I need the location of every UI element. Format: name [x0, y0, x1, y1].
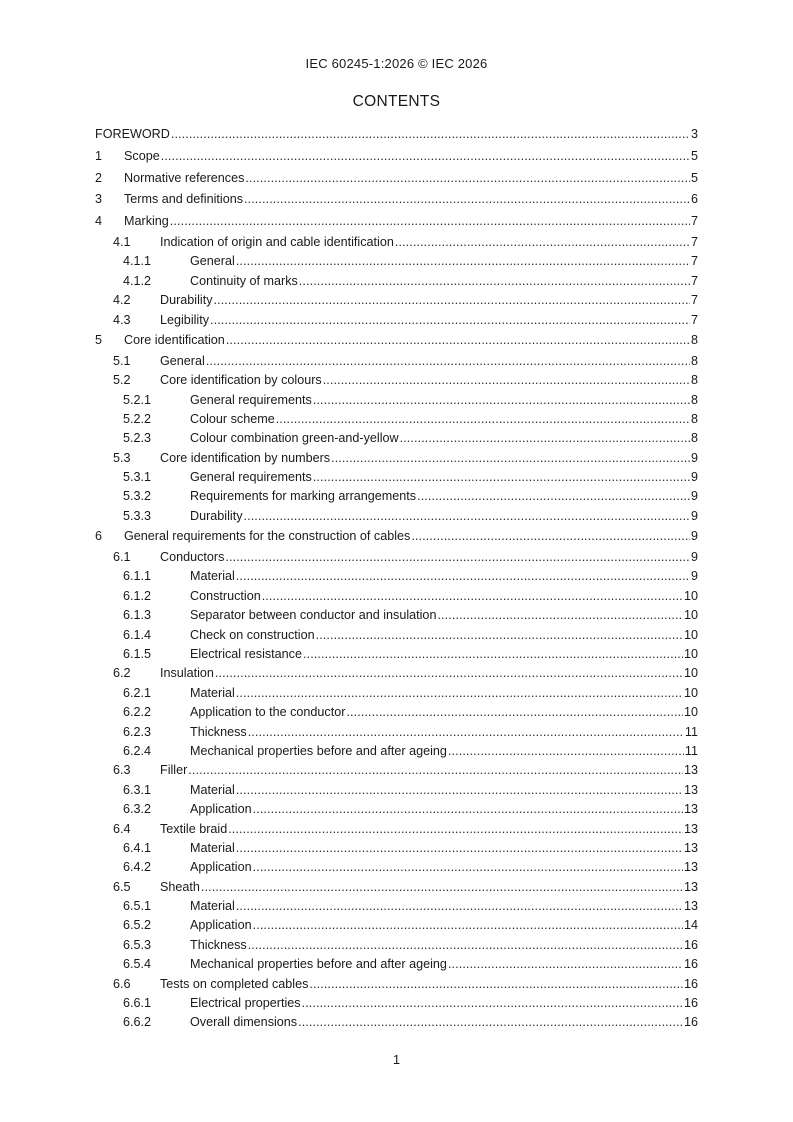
toc-entry-number: 6.2.2 — [123, 705, 152, 720]
toc-dot-leader — [323, 371, 690, 390]
toc-dot-leader — [411, 526, 690, 548]
toc-entry-number: 6.2.1 — [123, 685, 152, 700]
toc-entry-number: 6.4.1 — [123, 840, 152, 855]
toc-dot-leader — [188, 761, 683, 780]
toc-entry-page: 10 — [683, 647, 698, 661]
toc-dot-leader — [236, 781, 683, 800]
toc-entry-title: General — [190, 254, 235, 269]
toc-dot-leader — [316, 626, 683, 645]
toc-entry-title: General requirements — [190, 392, 312, 407]
toc-entry-title: Tests on completed cables — [160, 976, 309, 991]
toc-entry-title: Insulation — [160, 666, 214, 681]
toc-entry[interactable] — [95, 168, 698, 190]
toc-entry-number: 5.2 — [113, 373, 131, 388]
toc-entry[interactable] — [95, 916, 698, 935]
toc-entry[interactable] — [95, 410, 698, 429]
toc-dot-leader — [298, 1013, 683, 1032]
toc-entry-number: 5 — [95, 332, 103, 347]
toc-entry[interactable] — [95, 291, 698, 310]
toc-entry-title: Separator between conductor and insulation — [190, 608, 437, 623]
toc-entry[interactable] — [95, 645, 698, 664]
toc-entry-page: 13 — [683, 782, 698, 797]
toc-entry-title: Sheath — [160, 879, 200, 894]
toc-entry-number: 6.3.2 — [123, 802, 152, 817]
toc-entry[interactable] — [95, 449, 698, 468]
toc-entry-page: 9 — [690, 508, 698, 523]
toc-entry-number: 4.1 — [113, 234, 131, 249]
toc-entry-page: 16 — [683, 937, 698, 952]
toc-entry-number: 6.5.2 — [123, 918, 152, 933]
toc-entry[interactable] — [95, 233, 698, 252]
toc-entry[interactable] — [95, 391, 698, 410]
toc-entry[interactable] — [95, 330, 698, 352]
toc-entry[interactable] — [95, 548, 698, 567]
toc-entry-number: 6.6.1 — [123, 996, 152, 1011]
toc-dot-leader — [214, 291, 690, 310]
toc-entry-number: 6.4 — [113, 821, 131, 836]
toc-dot-leader — [417, 487, 690, 506]
toc-entry-page: 3 — [690, 127, 698, 141]
toc-entry[interactable] — [95, 975, 698, 994]
toc-dot-leader — [248, 723, 684, 742]
toc-entry[interactable] — [95, 684, 698, 703]
toc-entry-page: 7 — [690, 234, 698, 249]
toc-entry-page: 6 — [690, 192, 698, 207]
toc-dot-leader — [210, 311, 690, 330]
toc-dot-leader — [170, 211, 690, 233]
toc-dot-leader — [201, 878, 683, 897]
toc-entry-page: 13 — [683, 802, 698, 817]
toc-entry-number: 6.3 — [113, 763, 131, 778]
toc-entry-page: 7 — [690, 254, 698, 269]
toc-dot-leader — [244, 507, 690, 526]
toc-entry-number: 4.1.1 — [123, 254, 152, 269]
toc-entry-number: 4.2 — [113, 293, 131, 308]
toc-entry[interactable] — [95, 272, 698, 291]
toc-entry-page: 14 — [683, 918, 698, 933]
toc-dot-leader — [395, 233, 690, 252]
toc-entry-title: Material — [190, 899, 235, 914]
toc-entry-page: 9 — [690, 550, 698, 565]
toc-dot-leader — [206, 352, 690, 371]
toc-dot-leader — [248, 936, 683, 955]
toc-entry[interactable] — [95, 761, 698, 780]
toc-dot-leader — [253, 800, 683, 819]
toc-entry[interactable] — [95, 664, 698, 683]
toc-entry-number: 6 — [95, 529, 103, 544]
toc-entry-title: Mechanical properties before and after ageing — [190, 743, 447, 758]
toc-entry-title: Core identification by colours — [160, 373, 322, 388]
toc-dot-leader — [236, 897, 683, 916]
toc-entry-page: 13 — [683, 840, 698, 855]
toc-dot-leader — [236, 839, 683, 858]
toc-dot-leader — [313, 391, 690, 410]
toc-dot-leader — [236, 252, 690, 271]
toc-entry-page: 7 — [690, 273, 698, 288]
toc-entry-page: 8 — [690, 332, 698, 347]
toc-entry-number: 3 — [95, 192, 103, 207]
toc-entry[interactable] — [95, 820, 698, 839]
toc-entry[interactable] — [95, 429, 698, 448]
toc-entry-page: 13 — [683, 899, 698, 914]
toc-entry-number: 6.1.5 — [123, 647, 152, 661]
toc-entry-title: Conductors — [160, 550, 225, 565]
toc-entry[interactable] — [95, 723, 698, 742]
toc-entry[interactable] — [95, 878, 698, 897]
toc-entry-page: 13 — [683, 860, 698, 875]
toc-entry-title: Core identification by numbers — [160, 450, 331, 465]
toc-dot-leader — [299, 272, 690, 291]
toc-dot-leader — [276, 410, 690, 429]
toc-entry[interactable] — [95, 626, 698, 645]
toc-entry-number: 6.5.1 — [123, 899, 152, 914]
toc-entry-title: Mechanical properties before and after ageing — [190, 957, 447, 972]
toc-entry[interactable] — [95, 800, 698, 819]
toc-entry-title: Material — [190, 685, 235, 700]
toc-entry-page: 10 — [683, 666, 698, 681]
toc-entry[interactable] — [95, 252, 698, 271]
toc-entry[interactable] — [95, 352, 698, 371]
table-of-contents — [95, 124, 698, 1033]
toc-entry-title: Durability — [190, 508, 243, 523]
toc-entry[interactable] — [95, 487, 698, 506]
toc-entry[interactable] — [95, 146, 698, 168]
toc-entry-page: 8 — [690, 353, 698, 368]
toc-dot-leader — [448, 955, 683, 974]
toc-dot-leader — [171, 124, 690, 146]
toc-entry-number: 5.3.3 — [123, 508, 152, 523]
toc-entry-number: 5.2.3 — [123, 431, 152, 446]
toc-entry-number: 6.1.3 — [123, 608, 152, 623]
toc-entry-title: Requirements for marking arrangements — [190, 489, 417, 504]
toc-dot-leader — [228, 820, 683, 839]
toc-entry[interactable] — [95, 189, 698, 211]
page-number: 1 — [392, 1052, 401, 1067]
toc-dot-leader — [448, 742, 684, 761]
toc-entry-number: 6.6.2 — [123, 1015, 152, 1030]
toc-entry-title: Application — [190, 918, 252, 933]
toc-entry[interactable] — [95, 858, 698, 877]
toc-entry-page: 8 — [690, 431, 698, 446]
toc-entry-number: 6.5.4 — [123, 957, 152, 972]
toc-entry-page: 9 — [690, 569, 698, 584]
toc-entry-number: 4 — [95, 214, 103, 229]
toc-dot-leader — [437, 606, 683, 625]
toc-entry-title: Construction — [190, 588, 261, 603]
toc-dot-leader — [236, 684, 683, 703]
toc-entry-title: Application — [190, 802, 252, 817]
toc-entry[interactable] — [95, 703, 698, 722]
toc-dot-leader — [225, 548, 690, 567]
toc-entry-number: 4.1.2 — [123, 273, 152, 288]
toc-entry-title: Terms and definitions — [124, 192, 244, 207]
toc-entry[interactable] — [95, 781, 698, 800]
toc-entry-number: 6.4.2 — [123, 860, 152, 875]
toc-entry[interactable] — [95, 468, 698, 487]
toc-dot-leader — [331, 449, 690, 468]
toc-entry-page: 7 — [690, 293, 698, 308]
toc-dot-leader — [303, 645, 683, 664]
toc-entry[interactable] — [95, 994, 698, 1013]
toc-dot-leader — [245, 168, 690, 190]
toc-entry-number: 5.2.1 — [123, 392, 152, 407]
document-header: IEC 60245-1:2026 © IEC 2026 — [305, 56, 488, 71]
toc-entry-title: Filler — [160, 763, 188, 778]
toc-entry-number: 5.3.1 — [123, 470, 152, 485]
toc-entry[interactable] — [95, 371, 698, 390]
toc-entry-number: 6.1.4 — [123, 627, 152, 642]
toc-entry-page: 10 — [683, 627, 698, 642]
toc-dot-leader — [226, 330, 690, 352]
toc-entry-title: Check on construction — [190, 627, 315, 642]
toc-entry-page: 10 — [683, 588, 698, 603]
toc-dot-leader — [400, 429, 690, 448]
toc-entry-page: 7 — [690, 312, 698, 327]
toc-entry-number: 5.1 — [113, 353, 131, 368]
toc-dot-leader — [161, 146, 690, 168]
toc-entry-page: 16 — [683, 976, 698, 991]
toc-entry-title: Indication of origin and cable identification — [160, 234, 394, 249]
toc-entry-page: 5 — [690, 170, 698, 185]
toc-entry-page: 16 — [683, 957, 698, 972]
toc-dot-leader — [302, 994, 683, 1013]
toc-entry-number: 6.1 — [113, 550, 131, 565]
toc-entry-page: 5 — [690, 148, 698, 163]
toc-entry-page: 16 — [683, 1015, 698, 1030]
toc-entry-title: Electrical resistance — [190, 647, 302, 661]
toc-entry-number: 6.2.3 — [123, 724, 152, 739]
toc-entry-page: 8 — [690, 411, 698, 426]
toc-entry-number: 6.5 — [113, 879, 131, 894]
toc-entry-page: 10 — [683, 608, 698, 623]
page-title: CONTENTS — [352, 93, 441, 110]
toc-entry-page: 13 — [683, 821, 698, 836]
toc-entry-page: 10 — [683, 685, 698, 700]
toc-entry[interactable] — [95, 606, 698, 625]
toc-entry[interactable] — [95, 936, 698, 955]
toc-entry-number: 6.2 — [113, 666, 131, 681]
toc-entry-page: 11 — [684, 743, 698, 758]
toc-dot-leader — [313, 468, 690, 487]
toc-entry-title: Durability — [160, 293, 213, 308]
toc-entry-title: Textile braid — [160, 821, 228, 836]
toc-entry-page: 13 — [683, 879, 698, 894]
toc-entry-title: Colour scheme — [190, 411, 275, 426]
toc-entry-page: 8 — [690, 392, 698, 407]
toc-entry-page: 7 — [690, 214, 698, 229]
toc-entry-number: 6.5.3 — [123, 937, 152, 952]
toc-entry-title: Material — [190, 782, 235, 797]
toc-entry-title: General requirements for the construction of cables — [124, 529, 411, 544]
toc-entry[interactable] — [95, 955, 698, 974]
toc-entry-page: 9 — [690, 450, 698, 465]
toc-entry-title: Thickness — [190, 937, 247, 952]
toc-entry-page: 16 — [683, 996, 698, 1011]
toc-entry[interactable] — [95, 526, 698, 548]
toc-entry-title: Material — [190, 840, 235, 855]
toc-entry[interactable] — [95, 839, 698, 858]
toc-entry-title: Core identification — [124, 332, 225, 347]
toc-dot-leader — [309, 975, 683, 994]
toc-entry-number: 6.2.4 — [123, 743, 152, 758]
toc-entry[interactable] — [95, 1013, 698, 1032]
toc-dot-leader — [236, 567, 690, 586]
toc-entry-title: General — [160, 353, 205, 368]
toc-entry-number: 1 — [95, 148, 103, 163]
toc-entry[interactable] — [95, 311, 698, 330]
toc-entry-title: Overall dimensions — [190, 1015, 298, 1030]
toc-dot-leader — [253, 858, 683, 877]
toc-entry[interactable] — [95, 567, 698, 586]
toc-dot-leader — [215, 664, 683, 683]
toc-entry-title: Legibility — [160, 312, 210, 327]
toc-entry-title: Continuity of marks — [190, 273, 298, 288]
toc-entry-number: 5.3 — [113, 450, 131, 465]
toc-entry-number: 5.2.2 — [123, 411, 152, 426]
toc-entry-page: 9 — [690, 489, 698, 504]
toc-dot-leader — [253, 916, 683, 935]
toc-entry-number: 5.3.2 — [123, 489, 152, 504]
toc-entry-number: 6.1.2 — [123, 588, 152, 603]
toc-entry[interactable] — [95, 124, 698, 146]
toc-entry-page: 10 — [683, 705, 698, 720]
toc-dot-leader — [346, 703, 683, 722]
toc-entry[interactable] — [95, 587, 698, 606]
toc-entry-page: 9 — [690, 529, 698, 544]
toc-entry-title: Material — [190, 569, 235, 584]
toc-entry-title: FOREWORD — [95, 127, 170, 141]
toc-entry-number: 4.3 — [113, 312, 131, 327]
toc-entry-page: 9 — [690, 470, 698, 485]
toc-entry[interactable] — [95, 507, 698, 526]
toc-dot-leader — [262, 587, 683, 606]
toc-entry[interactable] — [95, 897, 698, 916]
toc-entry-title: Application — [190, 860, 252, 875]
toc-entry-title: Colour combination green-and-yellow — [190, 431, 399, 446]
toc-entry-title: Normative references — [124, 170, 245, 185]
toc-entry-title: Application to the conductor — [190, 705, 346, 720]
toc-entry-title: Electrical properties — [190, 996, 301, 1011]
toc-entry-number: 6.3.1 — [123, 782, 152, 797]
toc-entry-number: 6.1.1 — [123, 569, 152, 584]
toc-dot-leader — [244, 189, 690, 211]
toc-entry-page: 8 — [690, 373, 698, 388]
toc-entry-page: 11 — [684, 724, 698, 739]
toc-entry-page: 13 — [683, 763, 698, 778]
toc-entry-title: Scope — [124, 148, 160, 163]
toc-entry[interactable] — [95, 742, 698, 761]
toc-entry-number: 6.6 — [113, 976, 131, 991]
toc-entry-number: 2 — [95, 170, 103, 185]
toc-entry[interactable] — [95, 211, 698, 233]
toc-entry-title: General requirements — [190, 470, 312, 485]
toc-entry-title: Marking — [124, 214, 169, 229]
toc-entry-title: Thickness — [190, 724, 247, 739]
